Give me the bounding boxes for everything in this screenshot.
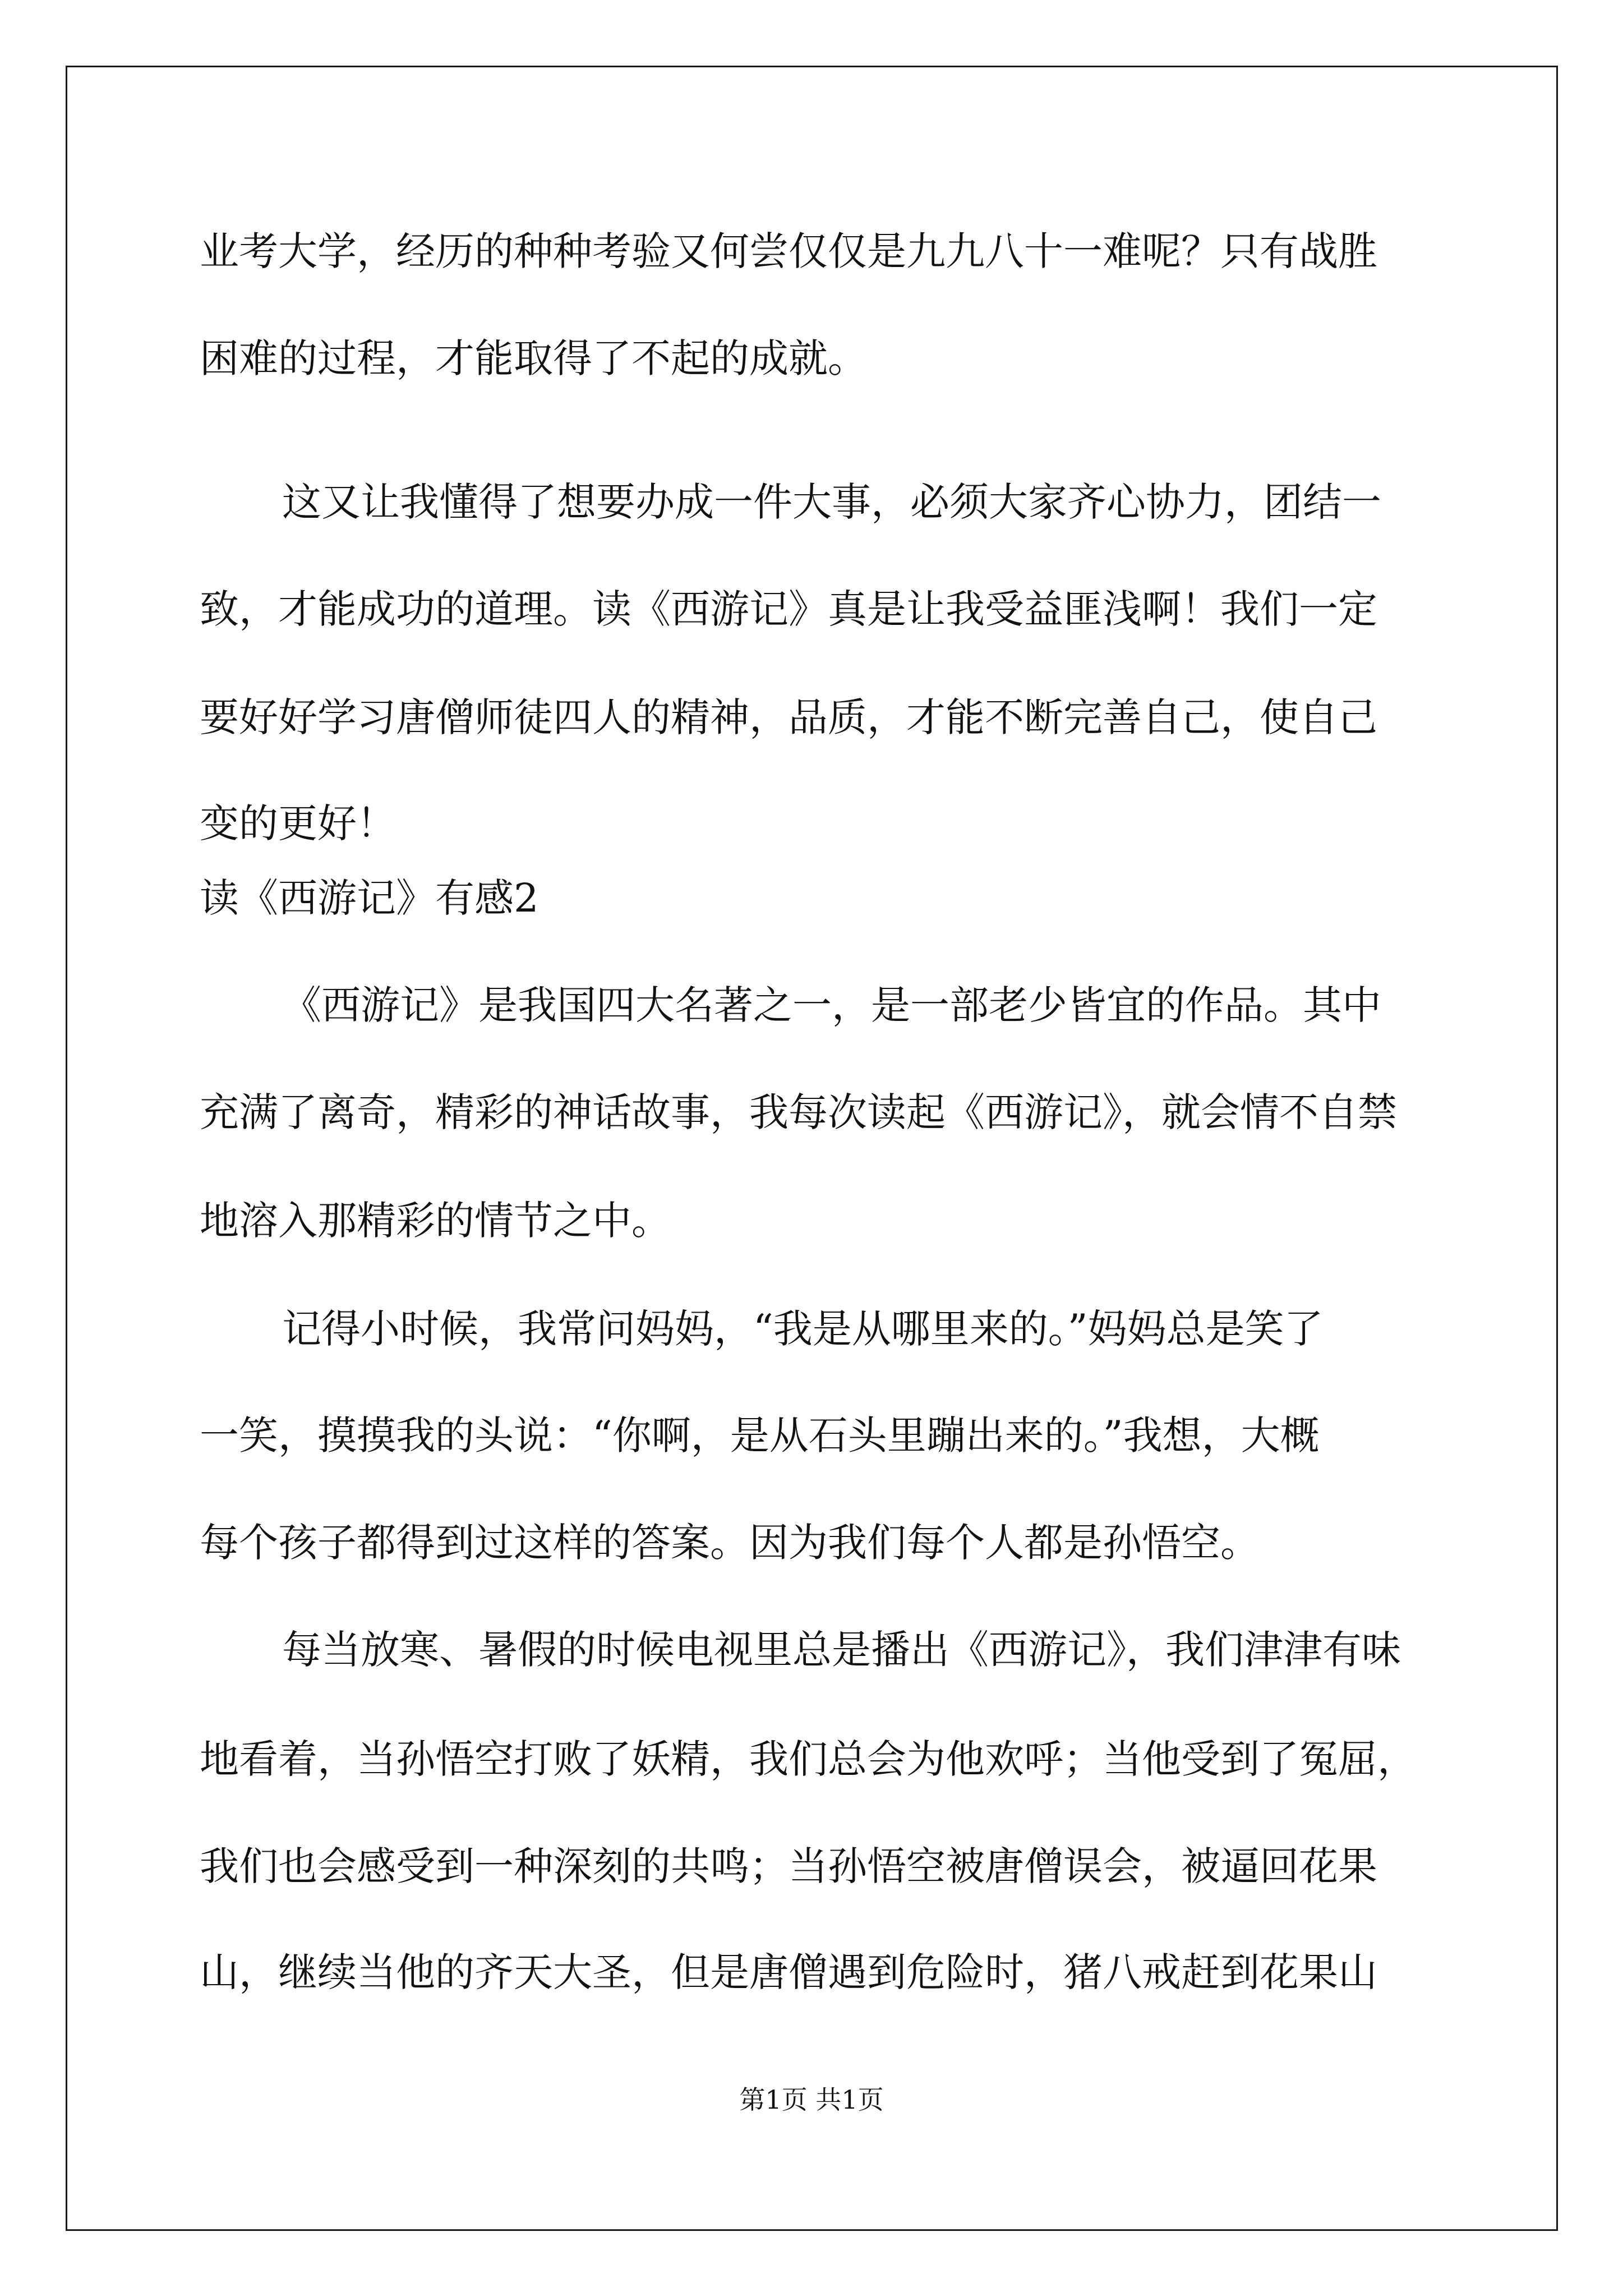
body-line: 要好好学习唐僧师徒四人的精神，品质，才能不断完善自己，使自己: [200, 694, 1377, 740]
body-line: 山，继续当他的齐天大圣，但是唐僧遇到危险时，猪八戒赶到花果山: [200, 1949, 1377, 1995]
body-line: 每个孩子都得到过这样的答案。因为我们每个人都是孙悟空。: [200, 1520, 1260, 1566]
body-line: 致，才能成功的道理。读《西游记》真是让我受益匪浅啊！我们一定: [200, 586, 1377, 632]
paragraph-start-line: 《西游记》是我国四大名著之一，是一部老少皆宜的作品。其中: [282, 982, 1381, 1028]
body-line: 变的更好！: [200, 800, 396, 846]
paragraph-start-line: 每当放寒、暑假的时候电视里总是播出《西游记》，我们津津有味: [282, 1627, 1401, 1673]
body-line: 一笑，摸摸我的头说：“你啊，是从石头里蹦出来的。”我想，大概: [200, 1412, 1320, 1458]
paragraph-start-line: 这又让我懂得了想要办成一件大事，必须大家齐心协力，团结一: [282, 479, 1381, 525]
page-footer: 第1页 共1页: [739, 2085, 884, 2115]
paragraph-start-line: 记得小时候，我常问妈妈，“我是从哪里来的。”妈妈总是笑了: [282, 1306, 1324, 1352]
body-line: 我们也会感受到一种深刻的共鸣；当孙悟空被唐僧误会，被逼回花果: [200, 1843, 1377, 1889]
section-heading: 读《西游记》有感2: [200, 875, 539, 921]
body-line: 地看着，当孙悟空打败了妖精，我们总会为他欢呼；当他受到了冤屈，: [200, 1736, 1417, 1782]
page-border: [66, 66, 1558, 2231]
body-line: 地溶入那精彩的情节之中。: [200, 1198, 671, 1244]
body-line: 业考大学，经历的种种考验又何尝仅仅是九九八十一难呢？只有战胜: [200, 228, 1377, 274]
body-line: 充满了离奇，精彩的神话故事，我每次读起《西游记》，就会情不自禁: [200, 1089, 1397, 1135]
body-line: 困难的过程，才能取得了不起的成就。: [200, 335, 867, 381]
